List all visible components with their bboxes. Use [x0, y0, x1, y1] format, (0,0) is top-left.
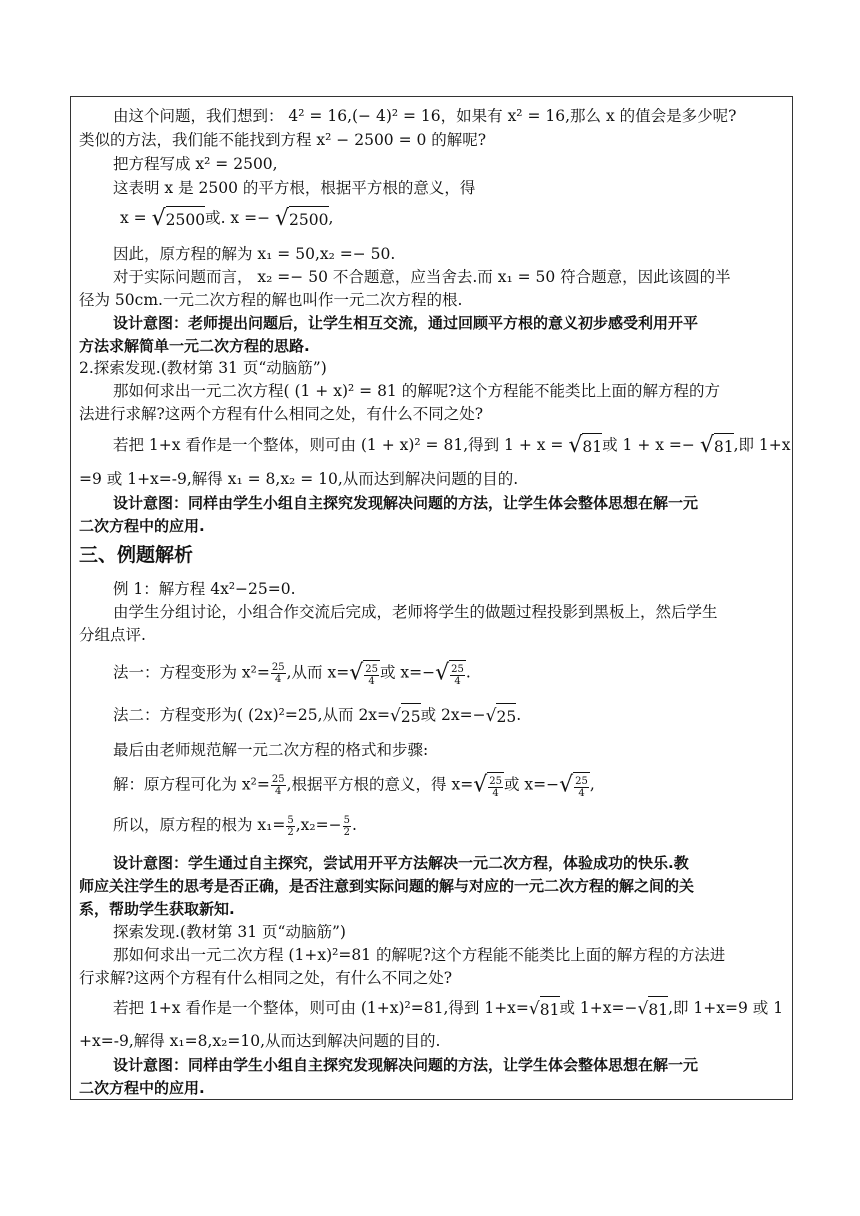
sqrt: √ $\frac{25}{4}$ [349, 660, 378, 687]
text-line: 二次方程中的应用. [79, 1079, 205, 1097]
sqrt: √2500 [151, 206, 206, 231]
design-intent-label: 设计意图： [113, 494, 189, 512]
equation-part: 所以，原方程的根为 x₁= [113, 816, 286, 834]
section-heading: 三、例题解析 [79, 544, 194, 566]
equation-part: 或 x=− [503, 775, 560, 794]
radicand: 81 [582, 433, 602, 459]
text-line: 师应关注学生的思考是否正确，是否注意到实际问题的解与对应的一元二次方程的解之间的关 [79, 877, 695, 895]
fraction [364, 664, 379, 687]
radicand: 2500 [166, 206, 205, 232]
design-intent-text: 同样由学生小组自主探究发现解决问题的方法，让学生体会整体思想在解一元 [188, 1056, 699, 1074]
text-line: 2.探索发现.(教材第 31 页“动脑筋”) [79, 359, 327, 377]
design-intent-text: 学生通过自主探究，尝试用开平方法解决一元二次方程，体验成功的快乐.教 [188, 854, 689, 872]
equation-part: ,即 1+x [733, 436, 791, 454]
radicand: 81 [714, 433, 734, 459]
radicand: 81 [540, 996, 560, 1022]
equation-part: ,根据平方根的意义，得 x= [286, 775, 474, 794]
equation-part: 或 1 + x =− [602, 436, 700, 454]
text-line: 由这个问题，我们想到： 4² = 16,(− 4)² = 16，如果有 x² = 16,那么 x 的值会是多少呢? [113, 107, 737, 125]
fraction [271, 662, 286, 685]
equation-part: 法一：方程变形为 x²= [113, 663, 270, 682]
text-line: 探索发现.(教材第 31 页“动脑筋”) [113, 923, 346, 941]
denominator: 4 [492, 787, 499, 799]
design-intent-label: 设计意图： [113, 1056, 189, 1074]
equation-part: 或. x =− [205, 209, 276, 227]
denominator: 4 [368, 675, 375, 687]
radicand: 81 [648, 996, 668, 1022]
text-line: 法进行求解?这两个方程有什么相同之处，有什么不同之处? [79, 405, 484, 423]
text-line: 对于实际问题而言， x₂ =− 50 不合题意，应当舍去.而 x₁ = 50 符合题意，因此该圆的半 [113, 268, 731, 286]
equation-part: ,从而 x= [286, 663, 350, 682]
equation-line [113, 813, 357, 838]
numerator: 25 [575, 775, 588, 787]
fraction [343, 815, 351, 838]
design-intent [113, 1053, 698, 1077]
fraction [574, 776, 589, 799]
fraction [450, 664, 465, 687]
denominator: 4 [454, 675, 461, 687]
equation-part: ,x₂=− [295, 816, 342, 834]
denominator: 4 [578, 787, 585, 799]
radicand: 25 [401, 703, 421, 729]
sqrt: √2500 [275, 206, 329, 231]
equation-part: . [465, 663, 471, 682]
radicand: 25 [496, 703, 516, 729]
equation-part: ,即 1+x=9 或 1 [668, 999, 784, 1017]
design-intent-label: 设计意图： [113, 314, 189, 332]
text-line: 那如何求出一元二次方程 (1+x)²=81 的解呢?这个方程能不能类比上面的解方程的方法进 [113, 946, 726, 964]
equation-line [113, 433, 791, 459]
text-line: 那如何求出一元二次方程( (1 + x)² = 81 的解呢?这个方程能不能类比上面的解方程的方 [113, 382, 721, 400]
equation-part: 或 2x=− [420, 706, 486, 724]
text-line: 由学生分组讨论，小组合作交流后完成，老师将学生的做题过程投影到黑板上，然后学生 [113, 603, 718, 621]
text-line: =9 或 1+x=-9,解得 x₁ = 8,x₂ = 10,从而达到解决问题的目的. [79, 470, 519, 488]
fraction [286, 815, 294, 838]
denominator: 4 [275, 785, 282, 797]
sqrt: √81 [699, 433, 734, 458]
numerator: 25 [365, 663, 378, 675]
fraction [271, 774, 286, 797]
denominator: 4 [275, 673, 282, 685]
design-intent [113, 851, 689, 875]
text-line: 行求解?这两个方程有什么相同之处，有什么不同之处? [79, 969, 453, 987]
sqrt: √81 [529, 996, 560, 1022]
denominator: 2 [343, 826, 350, 838]
sqrt: √25 [486, 703, 517, 729]
numerator: 25 [489, 775, 502, 787]
text-line: 二次方程中的应用. [79, 517, 205, 535]
equation-part: , [328, 209, 334, 227]
equation-line [113, 703, 521, 729]
numerator: 5 [287, 814, 294, 826]
denominator: 2 [287, 826, 294, 838]
numerator: 25 [271, 773, 285, 785]
numerator: 25 [451, 663, 464, 675]
text-line: 径为 50cm.一元二次方程的解也叫作一元二次方程的根. [79, 291, 463, 309]
text-line: 分组点评. [79, 626, 146, 644]
equation-part: , [589, 775, 595, 794]
fraction [488, 776, 503, 799]
equation-line [113, 996, 783, 1022]
equation-line [120, 206, 333, 232]
sqrt: √81 [568, 433, 603, 458]
equation-part: 若把 1+x 看作是一个整体，则可由 (1+x)²=81,得到 1+x= [113, 999, 529, 1017]
equation-part: x = [120, 209, 152, 227]
equation-part: 解：原方程可化为 x²= [113, 775, 270, 794]
equation-part: 或 1+x=− [559, 999, 638, 1017]
equation-part: . [516, 706, 522, 724]
equation-part: 或 x=− [379, 663, 436, 682]
text-line: 例 1：解方程 4x²−25=0. [113, 580, 296, 598]
sqrt: √ $\frac{25}{4}$ [435, 660, 464, 687]
design-intent-text: 同样由学生小组自主探究发现解决问题的方法，让学生体会整体思想在解一元 [188, 494, 699, 512]
equation-line [113, 660, 471, 687]
text-line: 把方程写成 x² = 2500, [113, 155, 278, 173]
text-line: 系，帮助学生获取新知. [79, 900, 235, 918]
equation-part: 若把 1+x 看作是一个整体，则可由 (1 + x)² = 81,得到 1 + x = [113, 436, 569, 454]
numerator: 5 [343, 814, 350, 826]
sqrt: √25 [390, 703, 421, 729]
design-intent [113, 491, 698, 515]
equation-part: 法二：方程变形为( (2x)²=25,从而 2x= [113, 706, 391, 724]
radicand: 2500 [289, 206, 328, 232]
equation-part: . [351, 816, 357, 834]
text-line: 类似的方法，我们能不能找到方程 x² − 2500 = 0 的解呢? [79, 131, 487, 149]
design-intent-label: 设计意图： [113, 854, 189, 872]
sqrt: √81 [638, 996, 669, 1022]
text-line: 这表明 x 是 2500 的平方根，根据平方根的意义，得 [113, 179, 476, 197]
design-intent-text: 老师提出问题后，让学生相互交流，通过回顾平方根的意义初步感受利用开平 [188, 314, 699, 332]
numerator: 25 [271, 661, 285, 673]
text-line: +x=-9,解得 x₁=8,x₂=10,从而达到解决问题的目的. [79, 1032, 441, 1050]
text-line: 最后由老师规范解一元二次方程的格式和步骤: [113, 741, 429, 759]
equation-line [113, 772, 595, 799]
sqrt: √ $\frac{25}{4}$ [473, 772, 502, 799]
sqrt: √ $\frac{25}{4}$ [559, 772, 588, 799]
design-intent [113, 311, 698, 335]
text-line: 因此，原方程的解为 x₁ = 50,x₂ =− 50. [113, 245, 396, 263]
text-line: 方法求解简单一元二次方程的思路. [79, 337, 310, 355]
